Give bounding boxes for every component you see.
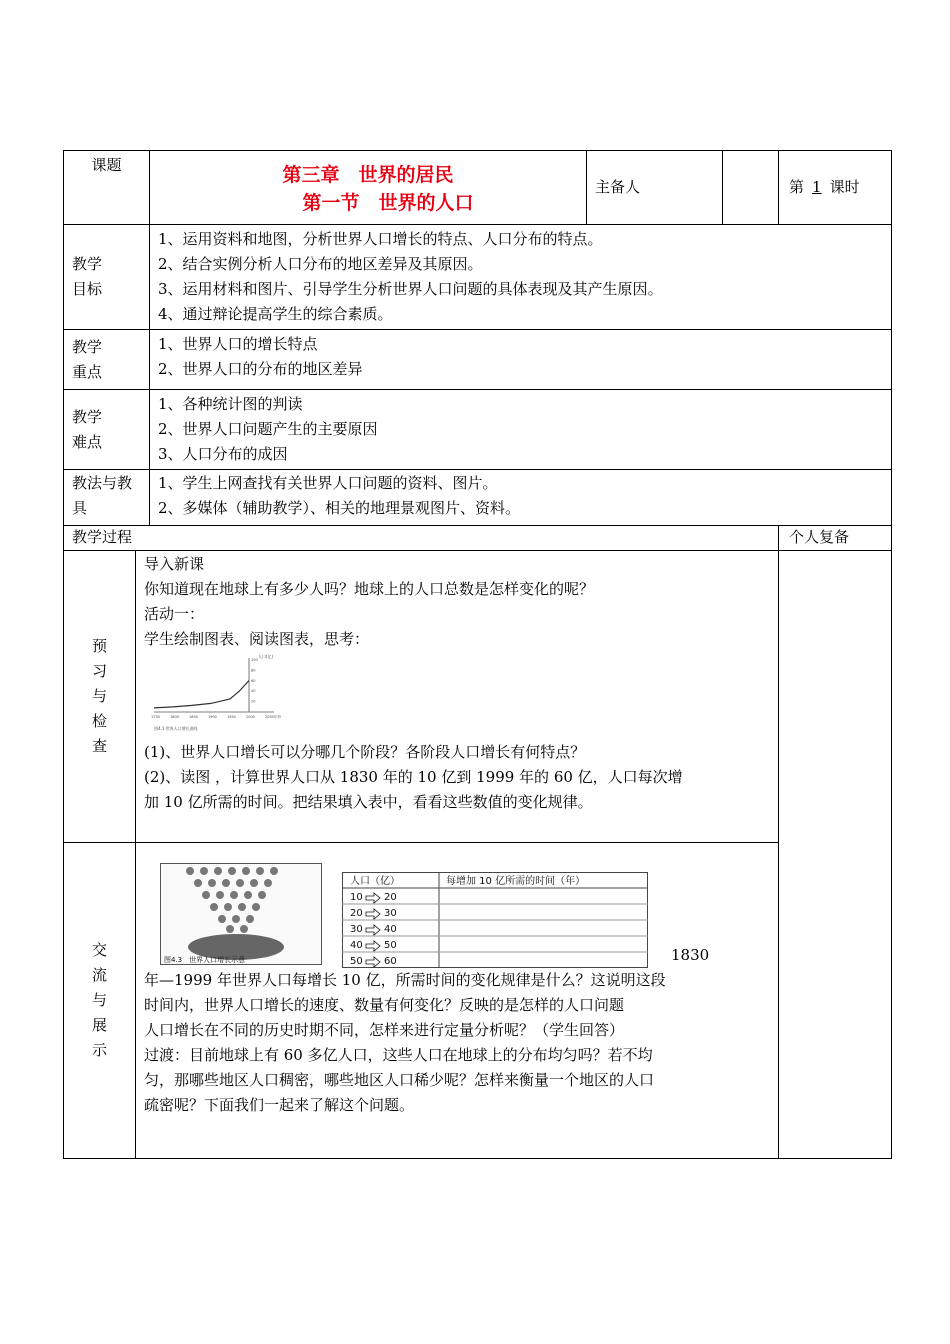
difficulty-item: 3、人口分布的成因: [158, 445, 288, 463]
table-header-years: 每增加 10 亿所需的时间（年）: [446, 876, 586, 887]
question-2-line-1: (2)、读图 ，计算世界人口从 1830 年的 10 亿到 1999 年的 60 亿，人口每次增: [144, 768, 683, 786]
preparer-value: [723, 151, 779, 225]
difficulties-row: [64, 390, 892, 470]
population-growth-illustration: [160, 863, 322, 965]
methods-label-2: 具: [72, 499, 88, 517]
goals-label-2: 目标: [72, 280, 103, 298]
table-row-to: 60: [384, 956, 397, 967]
key-label-1: 教学: [72, 337, 103, 356]
goal-item: 2、结合实例分析人口分布的地区差异及其原因。: [158, 255, 483, 273]
table-row-from: 40: [350, 940, 363, 951]
table-row-from: 20: [350, 908, 363, 919]
methods-label-1: 教法与教: [72, 474, 133, 492]
population-growth-line: [154, 681, 249, 708]
process-label: 教学过程: [72, 528, 133, 546]
table-row-to: 40: [384, 924, 397, 935]
exchange-row: [64, 843, 892, 1159]
process-header-row: [64, 526, 892, 551]
preview-label: 预 习 与 检 查: [64, 551, 136, 843]
goals-label-1: 教学: [72, 255, 103, 273]
preview-activity: 活动一：: [144, 605, 205, 623]
methods-row: [64, 470, 892, 526]
chart-x-tick-label: 2050年份: [265, 715, 281, 719]
exchange-text-line: 过渡：目前地球上有 60 多亿人口，这些人口在地球上的分布均匀吗？若不均: [144, 1046, 653, 1064]
topic-label: 课题: [91, 156, 122, 174]
chart-caption: 图4.1 世界人口增长曲线: [154, 726, 198, 731]
growth-time-table: [342, 872, 648, 968]
chart-x-tick-label: 1950: [227, 715, 236, 719]
exchange-label: 交 流 与 展 示: [64, 843, 136, 1159]
difficulty-label-1: 教学: [72, 407, 103, 426]
exchange-text-line: 匀，那哪些地区人口稠密，哪些地区人口稀少呢？怎样来衡量一个地区的人口: [144, 1071, 655, 1089]
lesson-number: 1: [812, 178, 822, 196]
chart-y-tick-label: 20: [251, 699, 256, 704]
goal-item: 3、运用材料和图片、引导学生分析世界人口问题的具体表现及其产生原因。: [158, 280, 663, 298]
question-2-line-2: 加 10 亿所需的时间。把结果填入表中，看看这些数值的变化规律。: [144, 793, 593, 811]
illustration-caption: 图4.3 世界人口增长示意: [164, 956, 246, 964]
exchange-text-line: 人口增长在不同的历史时期不同，怎样来进行定量分析呢？（学生回答）: [144, 1021, 625, 1039]
question-1: (1)、世界人口增长可以分哪几个阶段？各阶段人口增长有何特点？: [144, 743, 586, 761]
lesson-plan-table: [63, 150, 892, 1159]
table-row-from: 10: [350, 892, 363, 903]
chart-y-tick-label: 60: [251, 678, 256, 683]
key-point-item: 1、世界人口的增长特点: [158, 335, 318, 353]
key-point-item: 2、世界人口的分布的地区差异: [158, 360, 363, 378]
goal-item: 4、通过辩论提高学生的综合素质。: [158, 305, 393, 323]
lesson-count: 第 1 课时: [779, 151, 892, 225]
difficulty-item: 1、各种统计图的判读: [158, 395, 303, 413]
preparer-label: 主备人: [595, 178, 641, 196]
chart-x-tick-label: 1850: [189, 715, 198, 719]
preview-intro: 导入新课: [144, 555, 205, 573]
personal-prep-cell: [779, 551, 892, 1159]
table-row-to: 50: [384, 940, 397, 951]
preview-task: 学生绘制图表、阅读图表，思考：: [144, 630, 370, 648]
preview-question: 你知道现在地球上有多少人吗？地球上的人口总数是怎样变化的呢？: [144, 580, 595, 598]
table-header-population: 人口（亿）: [350, 876, 400, 887]
exchange-figures: [144, 863, 770, 968]
table-row-from: 50: [350, 956, 363, 967]
population-growth-chart: [146, 652, 286, 736]
chart-x-tick-label: 2000: [246, 715, 255, 719]
difficulty-label-2: 难点: [72, 432, 103, 451]
chart-y-tick-label: 100: [251, 658, 258, 662]
chart-y-tick-label: 40: [251, 689, 256, 694]
key-points-row: [64, 330, 892, 390]
chart-x-tick-label: 1800: [170, 715, 179, 719]
lesson-plan-document: [63, 150, 891, 1159]
preview-row: [64, 551, 892, 843]
table-row-to: 20: [384, 892, 397, 903]
method-item: 1、学生上网查找有关世界人口问题的资料、图片。: [158, 474, 498, 492]
exchange-text-line: 时间内，世界人口增长的速度、数量有何变化？反映的是怎样的人口问题: [144, 996, 625, 1014]
section-title: 第一节 世界的人口: [302, 192, 474, 214]
chart-y-axis-label: 人口(亿): [258, 654, 274, 659]
chart-x-tick-label: 1900: [208, 715, 217, 719]
goal-item: 1、运用资料和地图，分析世界人口增长的特点、人口分布的特点。: [158, 230, 603, 248]
table-row-from: 30: [350, 924, 363, 935]
exchange-text-line: 年—1999 年世界人口每增长 10 亿，所需时间的变化规律是什么？这说明这段: [144, 971, 666, 989]
exchange-text-line: 疏密呢？下面我们一起来了解这个问题。: [144, 1096, 415, 1114]
goals-row: [64, 225, 892, 330]
difficulty-item: 2、世界人口问题产生的主要原因: [158, 420, 378, 438]
personal-prep-label: 个人复备: [789, 528, 850, 546]
key-label-2: 重点: [72, 362, 103, 381]
method-item: 2、多媒体（辅助教学）、相关的地理景观图片、资料。: [158, 499, 521, 517]
chart-y-tick-label: 80: [251, 668, 256, 673]
header-row: [64, 151, 892, 225]
table-row-to: 30: [384, 908, 397, 919]
chapter-title: 第三章 世界的居民: [282, 164, 454, 186]
chart-x-tick-label: 1750: [151, 715, 160, 719]
year-label: 1830: [671, 946, 710, 964]
